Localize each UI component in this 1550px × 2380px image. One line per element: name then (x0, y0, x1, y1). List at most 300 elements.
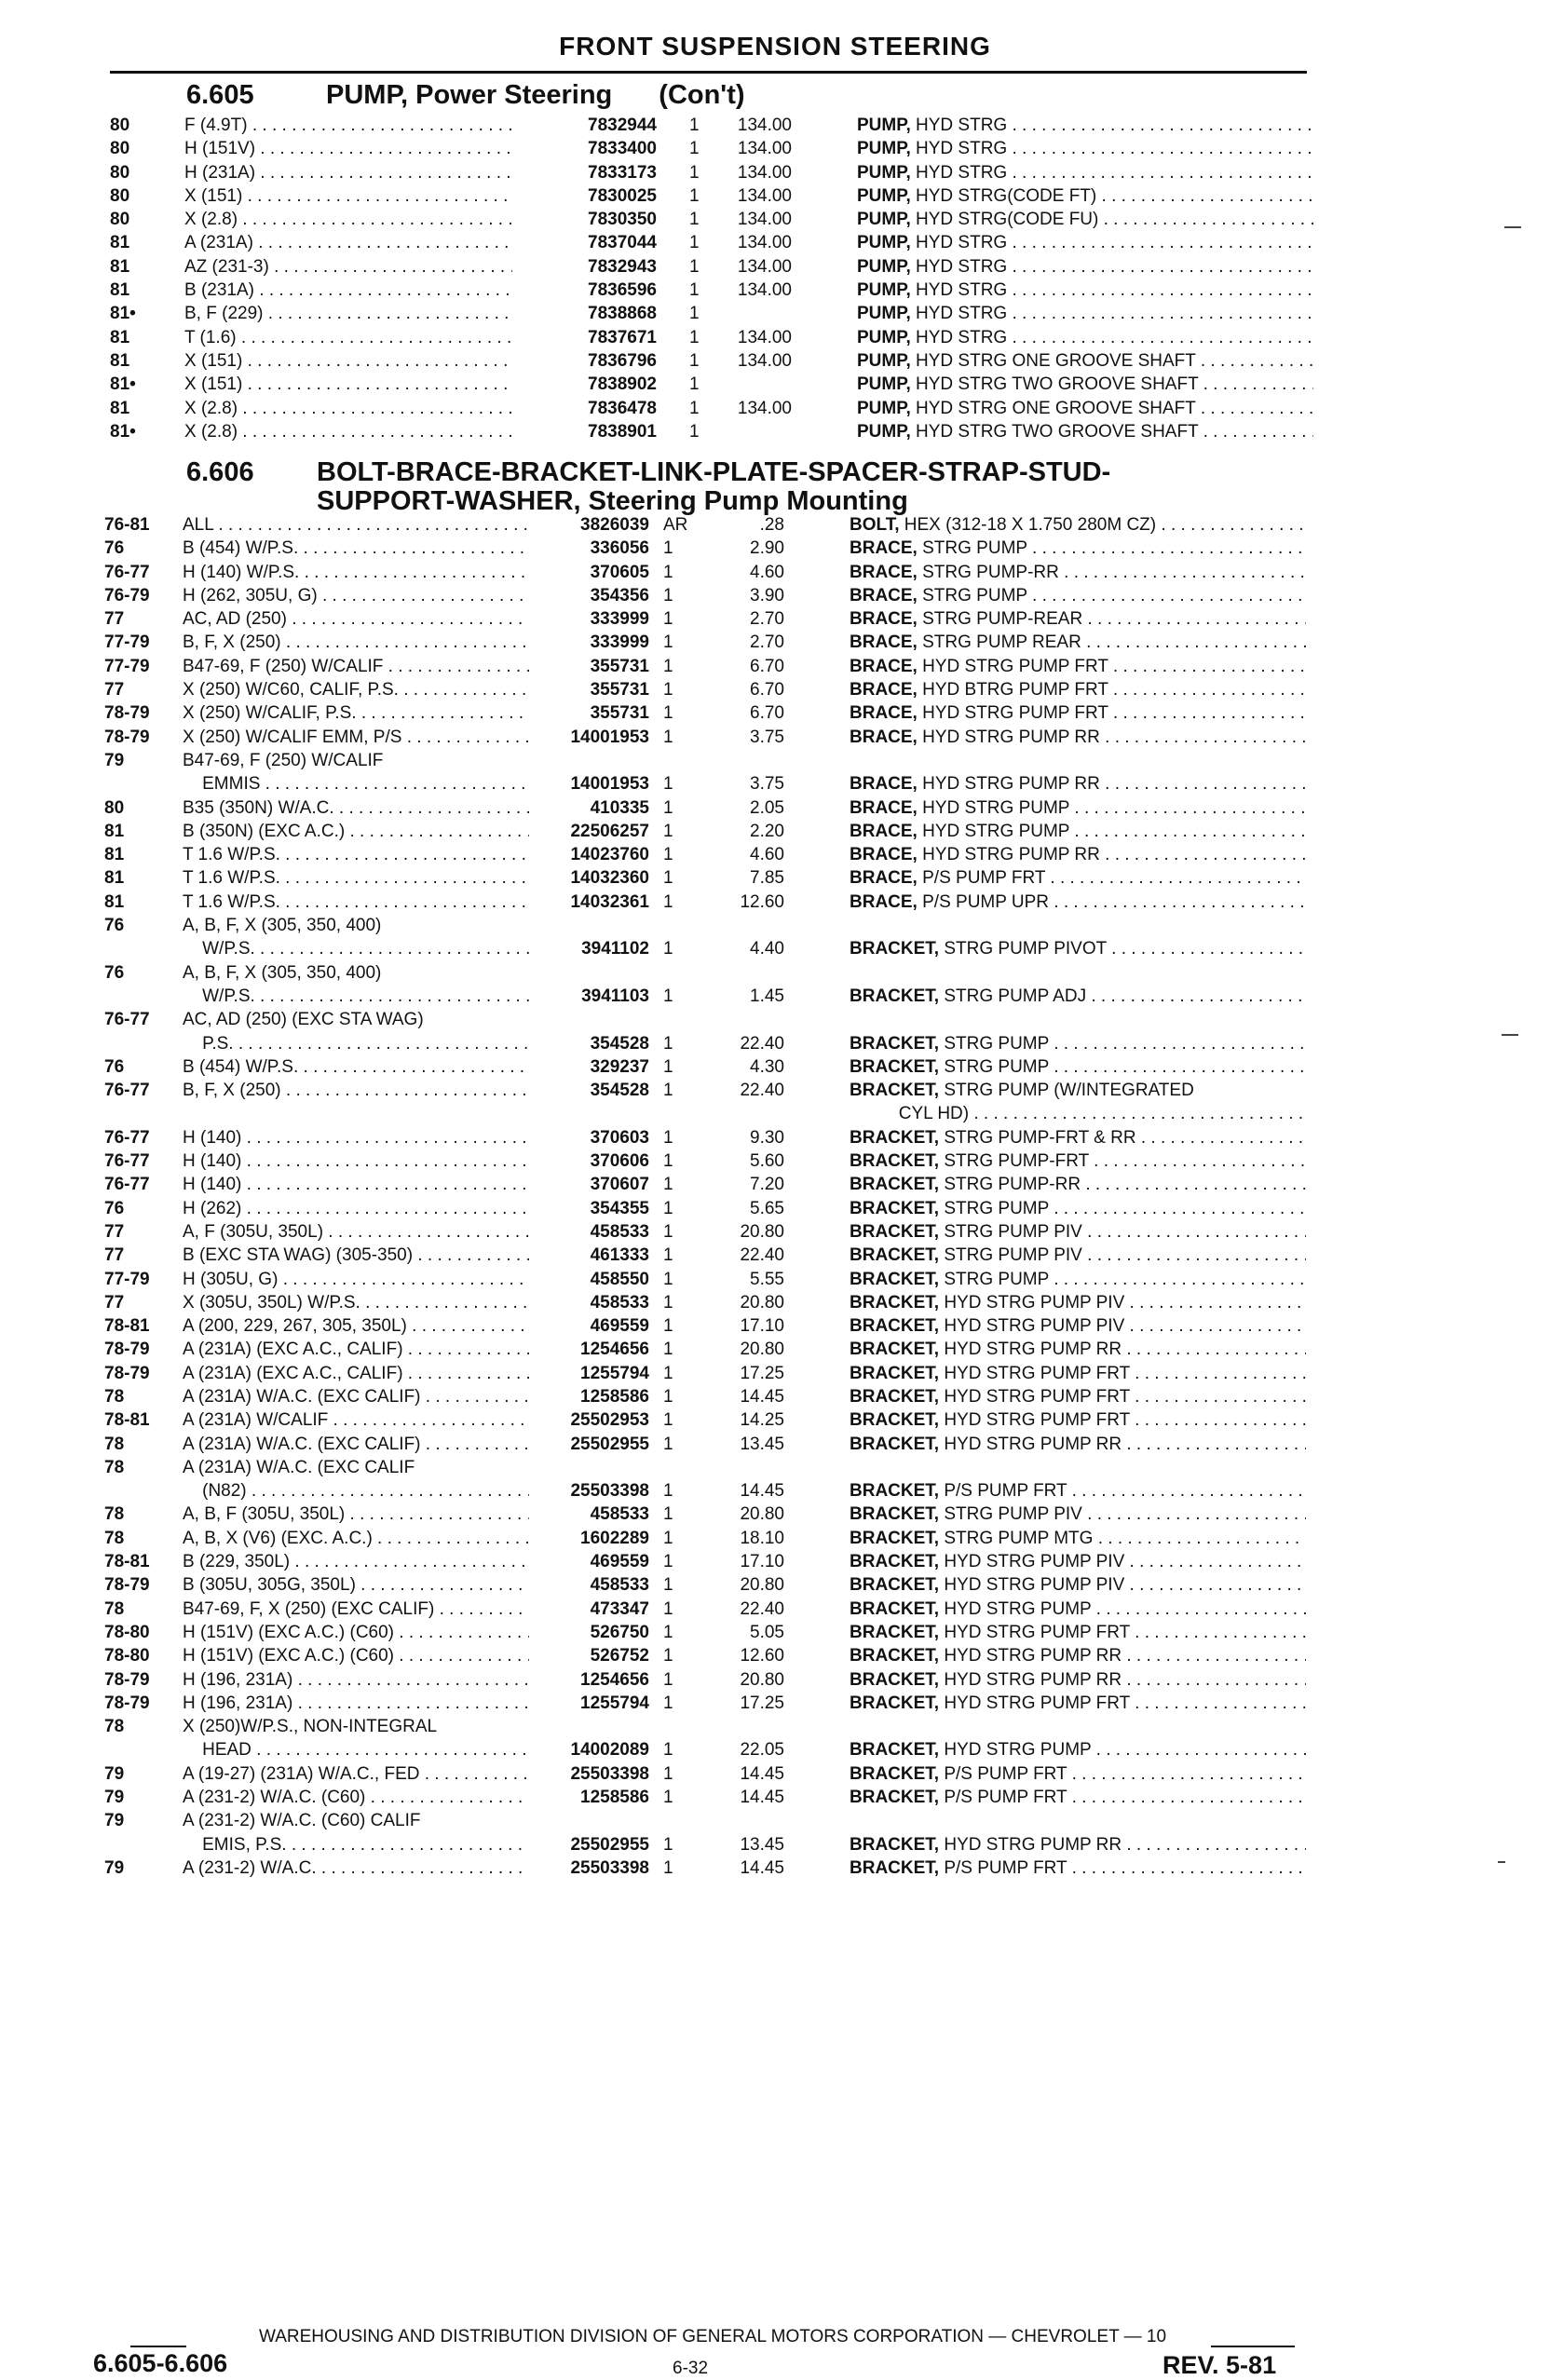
row-item-detail: HYD STRG (916, 256, 1008, 277)
row-model: B, F, X (250) . . . (183, 1081, 529, 1101)
row-year: 78-79 (104, 1669, 150, 1690)
row-year: 77-79 (104, 1269, 150, 1289)
row-year: 78 (104, 1386, 125, 1407)
row-price: 134.00 (737, 280, 792, 301)
row-item-detail: HYD STRG PUMP PIV (944, 1552, 1125, 1572)
section-cont: (Con't) (659, 80, 745, 110)
row-price: 22.40 (740, 1033, 784, 1054)
row-description (850, 1599, 1306, 1620)
row-item-detail: HYD STRG PUMP RR (944, 1834, 1122, 1855)
row-item-name: BRACKET, (850, 1245, 940, 1266)
row-description (850, 1222, 1306, 1243)
row-description (857, 233, 1313, 253)
row-model: A (231-2) W/A.C. . . . (183, 1858, 529, 1879)
row-model: EMMIS . . . (183, 774, 529, 795)
row-quantity: 1 (663, 1198, 673, 1218)
row-description (850, 892, 1306, 913)
row-year: 79 (104, 750, 125, 770)
footer-division: WAREHOUSING AND DISTRIBUTION DIVISION OF GENERAL MOTORS CORPORATION — CHEVROLET — 10 (258, 2327, 1167, 2346)
row-price: 2.70 (750, 609, 784, 630)
row-description (857, 399, 1313, 419)
row-quantity: 1 (663, 1646, 673, 1666)
row-part-number: 333999 (590, 609, 649, 630)
row-price: 20.80 (740, 1292, 784, 1312)
row-year: 77 (104, 680, 125, 700)
row-description (850, 1693, 1306, 1714)
row-item-detail: P/S PUMP FRT (944, 1788, 1067, 1808)
row-model: B (350N) (EXC A.C.) . . . (183, 822, 529, 842)
row-price: 6.70 (750, 656, 784, 676)
row-item-detail: STRG PUMP PIVOT (944, 939, 1107, 959)
row-description (850, 1788, 1306, 1808)
row-item-name: BRACKET, (850, 1221, 940, 1242)
row-part-number: 7836796 (588, 350, 657, 371)
row-part-number: 3941103 (581, 986, 649, 1006)
row-price: 20.80 (740, 1575, 784, 1596)
row-model: X (2.8) . . . (184, 210, 512, 230)
row-item-detail: STRG PUMP (922, 585, 1027, 605)
row-item-name: PUMP, (857, 327, 911, 347)
row-year: 76 (104, 962, 125, 983)
row-description (850, 1529, 1306, 1549)
row-item-name: BRACKET, (850, 1292, 940, 1312)
row-part-number: 354528 (590, 1081, 649, 1101)
row-year: 81 (110, 233, 130, 253)
row-model: AC, AD (250) (EXC STA WAG) (183, 1010, 424, 1030)
row-year: 78 (104, 1504, 125, 1525)
row-item-detail: P/S PUMP FRT (944, 1857, 1067, 1878)
row-description (850, 939, 1306, 959)
row-model: A (231A) W/A.C. (EXC CALIF) . . . (183, 1435, 529, 1455)
row-item-name: BRACKET, (850, 939, 940, 959)
row-item-name: PUMP, (857, 185, 911, 206)
row-quantity: 1 (663, 1033, 673, 1054)
row-item-name: PUMP, (857, 350, 911, 371)
row-year: 76-77 (104, 1175, 150, 1195)
row-part-number: 526750 (590, 1622, 649, 1642)
row-price: 5.05 (750, 1622, 784, 1642)
row-quantity: 1 (663, 538, 673, 559)
row-item-name: BRACKET, (850, 1198, 940, 1218)
row-price: 3.75 (750, 774, 784, 795)
row-part-number: 25503398 (570, 1763, 649, 1784)
footer-page-number: 6-32 (673, 2359, 709, 2378)
row-price: 2.20 (750, 821, 784, 841)
section-name-line1: BOLT-BRACE-BRACKET-LINK-PLATE-SPACER-STRAP-STUD- (317, 457, 1111, 487)
row-part-number: 329237 (590, 1056, 649, 1077)
row-description (850, 1646, 1306, 1666)
row-item-detail: P/S PUMP FRT (944, 1763, 1067, 1784)
row-description (857, 351, 1313, 372)
row-item-name: BRACKET, (850, 1646, 940, 1666)
row-year: 77 (104, 1292, 125, 1312)
row-quantity: 1 (663, 1528, 673, 1548)
row-year: 81 (110, 327, 130, 347)
row-item-name: BRACKET, (850, 1740, 940, 1761)
row-quantity: 1 (689, 116, 700, 135)
row-model: X (305U, 350L) W/P.S. . . . (183, 1293, 529, 1313)
row-item-detail: STRG PUMP-FRT & RR (944, 1127, 1136, 1148)
footer-revision: REV. 5-81 (1162, 2351, 1277, 2379)
row-price: 17.25 (740, 1363, 784, 1383)
row-year: 76-77 (104, 1127, 150, 1148)
row-part-number: 7838868 (588, 304, 657, 324)
row-price: 20.80 (740, 1669, 784, 1690)
row-description (850, 1504, 1306, 1525)
row-model: T 1.6 W/P.S. . . . (183, 845, 529, 865)
row-item-detail: HYD STRG (916, 233, 1008, 253)
row-item-name: BRACE, (850, 703, 918, 724)
row-part-number: 370603 (590, 1127, 649, 1148)
row-price: 6.70 (750, 703, 784, 724)
row-item-detail: CYL HD) (850, 1104, 970, 1124)
row-part-number: 336056 (590, 538, 649, 559)
row-price: 134.00 (737, 327, 792, 347)
section-title-6605 (186, 80, 745, 111)
row-quantity: 1 (689, 350, 700, 371)
row-model: P.S. . . . (183, 1034, 529, 1054)
row-part-number: 7837671 (588, 327, 657, 347)
row-year: 79 (104, 1788, 125, 1808)
row-year: 77 (104, 1245, 125, 1266)
row-item-name: BRACE, (850, 609, 918, 630)
row-description (857, 328, 1313, 348)
row-model: H (151V) (EXC A.C.) (C60) . . . (183, 1623, 529, 1643)
row-item-detail: HYD STRG (916, 327, 1008, 347)
row-model: A (231A) W/A.C. (EXC CALIF) . . . (183, 1387, 529, 1408)
row-item-detail: HYD STRG PUMP RR (922, 845, 1100, 865)
row-part-number: 25502955 (570, 1834, 649, 1855)
row-item-detail: HYD STRG PUMP RR (922, 727, 1100, 747)
row-item-detail: STRG PUMP-REAR (922, 609, 1083, 630)
row-year: 76-77 (104, 562, 150, 582)
row-quantity: 1 (663, 1575, 673, 1596)
row-quantity: 1 (663, 656, 673, 676)
margin-mark (1498, 1861, 1505, 1863)
row-item-detail: HYD STRG TWO GROOVE SHAFT (916, 374, 1199, 395)
row-year: 76-77 (104, 1081, 150, 1101)
row-year: 76-77 (104, 1010, 150, 1030)
row-price: 17.10 (740, 1552, 784, 1572)
row-description (850, 822, 1306, 842)
row-item-detail: STRG PUMP-RR (944, 1175, 1081, 1195)
row-item-name: BRACE, (850, 656, 918, 676)
row-description (850, 1575, 1306, 1596)
row-part-number: 458533 (590, 1292, 649, 1312)
row-item-detail: HYD STRG (916, 280, 1008, 301)
row-year: 78-81 (104, 1552, 150, 1572)
row-item-name: PUMP, (857, 162, 911, 183)
row-year: 80 (110, 162, 130, 183)
row-quantity: 1 (663, 1763, 673, 1784)
row-price: 2.05 (750, 797, 784, 818)
row-item-detail: P/S PUMP FRT (944, 1481, 1067, 1502)
row-item-name: PUMP, (857, 139, 911, 159)
row-item-name: BRACE, (850, 632, 918, 653)
row-description (857, 163, 1313, 184)
row-price: 4.40 (750, 939, 784, 959)
row-price: 134.00 (737, 162, 792, 183)
row-part-number: 333999 (590, 632, 649, 653)
row-model: H (140) . . . (183, 1151, 529, 1172)
row-year: 81 (104, 868, 125, 889)
row-description (850, 657, 1306, 677)
row-year: 77-79 (104, 632, 150, 653)
row-item-detail: HYD STRG (916, 116, 1008, 135)
row-item-detail: HYD STRG PUMP RR (944, 1340, 1122, 1360)
row-part-number: 355731 (590, 680, 649, 700)
row-item-detail: HEX (312-18 X 1.750 280M CZ) (904, 515, 1157, 535)
row-model: B, F, X (250) . . . (183, 632, 529, 653)
margin-mark (1504, 226, 1521, 228)
row-part-number: 7837044 (588, 233, 657, 253)
row-model: AZ (231-3) . . . (184, 257, 512, 278)
section-number: 6.605 (186, 80, 254, 110)
row-quantity: 1 (663, 1056, 673, 1077)
row-price: 134.00 (737, 398, 792, 418)
row-part-number: 1255794 (580, 1363, 649, 1383)
row-price: .28 (759, 515, 784, 535)
row-item-detail: STRG PUMP (944, 1198, 1049, 1218)
row-item-name: BRACKET, (850, 1552, 940, 1572)
row-item-detail: STRG PUMP REAR (922, 632, 1081, 653)
row-price: 5.65 (750, 1198, 784, 1218)
row-quantity: 1 (663, 1363, 673, 1383)
row-part-number: 7836596 (588, 280, 657, 301)
row-item-detail: HYD STRG PUMP FRT (944, 1622, 1130, 1642)
row-quantity: 1 (663, 797, 673, 818)
row-item-detail: STRG PUMP (W/INTEGRATED (944, 1081, 1194, 1101)
row-description (850, 1764, 1306, 1785)
row-item-detail: HYD STRG ONE GROOVE SHAFT (916, 398, 1196, 418)
row-part-number: 1254656 (580, 1669, 649, 1690)
row-item-name: BRACKET, (850, 1056, 940, 1077)
row-item-name: BRACKET, (850, 1575, 940, 1596)
row-item-name: BRACKET, (850, 1363, 940, 1383)
row-year: 76-77 (104, 1151, 150, 1172)
row-part-number: 473347 (590, 1598, 649, 1619)
row-description (850, 1293, 1306, 1313)
row-item-name: BRACKET, (850, 1127, 940, 1148)
row-quantity: 1 (663, 1316, 673, 1337)
row-year: 78-79 (104, 1575, 150, 1596)
row-year: 78-79 (104, 703, 150, 724)
row-item-detail: HYD STRG PUMP (944, 1598, 1092, 1619)
row-description (850, 680, 1306, 700)
row-year: 76 (104, 1056, 125, 1077)
row-description (850, 1151, 1306, 1172)
row-year: 81 (104, 891, 125, 912)
row-year: 76-79 (104, 585, 150, 605)
row-part-number: 461333 (590, 1245, 649, 1266)
row-item-detail: HYD STRG PUMP FRT (944, 1693, 1130, 1713)
row-part-number: 526752 (590, 1646, 649, 1666)
row-item-detail: HYD BTRG PUMP FRT (922, 680, 1108, 700)
row-item-name: BRACKET, (850, 1410, 940, 1431)
row-year: 81 (110, 398, 130, 418)
row-quantity: 1 (689, 280, 700, 301)
row-part-number: 469559 (590, 1316, 649, 1337)
row-year: 77-79 (104, 656, 150, 676)
row-model: H (262, 305U, G) . . . (183, 586, 529, 606)
row-quantity: 1 (663, 1857, 673, 1878)
row-price: 6.70 (750, 680, 784, 700)
row-year: 76 (104, 538, 125, 559)
row-price: 22.05 (740, 1740, 784, 1761)
row-item-detail: HYD STRG PUMP PIV (944, 1292, 1125, 1312)
row-quantity: 1 (663, 845, 673, 865)
row-description (850, 1387, 1306, 1408)
row-price: 9.30 (750, 1127, 784, 1148)
row-model: H (262) . . . (183, 1199, 529, 1219)
row-part-number: 3941102 (581, 939, 649, 959)
row-item-name: BRACKET, (850, 1669, 940, 1690)
row-part-number: 7833400 (588, 139, 657, 159)
row-model: A, F (305U, 350L) . . . (183, 1222, 529, 1243)
row-part-number: 14023760 (570, 845, 649, 865)
row-price: 14.25 (740, 1410, 784, 1431)
row-model: H (196, 231A) . . . (183, 1670, 529, 1691)
row-description (850, 845, 1306, 865)
footer-rule-right (1211, 2346, 1295, 2347)
row-description (850, 798, 1306, 819)
row-part-number: 370605 (590, 562, 649, 582)
row-item-detail: HYD STRG (916, 139, 1008, 159)
row-description (857, 257, 1313, 278)
row-description (850, 515, 1306, 536)
row-quantity: 1 (663, 1622, 673, 1642)
row-year: 79 (104, 1811, 125, 1831)
row-item-detail: STRG PUMP (944, 1269, 1049, 1289)
row-quantity: 1 (663, 939, 673, 959)
row-item-detail: STRG PUMP MTG (944, 1528, 1094, 1548)
row-model: X (250) W/C60, CALIF, P.S. . . . (183, 680, 529, 700)
row-description (850, 609, 1306, 630)
row-year: 78 (104, 1528, 125, 1548)
row-description (850, 1623, 1306, 1643)
row-price: 1.45 (750, 986, 784, 1006)
row-quantity: 1 (663, 868, 673, 889)
row-item-name: PUMP, (857, 398, 911, 418)
row-model: H (151V) . . . (184, 139, 512, 159)
row-quantity: 1 (689, 256, 700, 277)
row-model: EMIS, P.S. . . . (183, 1835, 529, 1856)
row-description (850, 1270, 1306, 1290)
row-item-name: BRACE, (850, 538, 918, 559)
section-name-line2: SUPPORT-WASHER, Steering Pump Mounting (317, 486, 908, 516)
row-model: B (EXC STA WAG) (305-350) . . . (183, 1245, 529, 1266)
row-part-number: 7838901 (588, 421, 657, 442)
row-year: 78-79 (104, 1363, 150, 1383)
row-model: A (231-2) W/A.C. (C60) . . . (183, 1788, 529, 1808)
row-model: A (231A) . . . (184, 233, 512, 253)
row-description (850, 1858, 1306, 1879)
row-item-name: BRACE, (850, 821, 918, 841)
row-year: 78-79 (104, 1340, 150, 1360)
row-item-name: BRACE, (850, 774, 918, 795)
row-price: 20.80 (740, 1221, 784, 1242)
row-model: A, B, F, X (305, 350, 400) (183, 916, 382, 936)
row-price: 7.20 (750, 1175, 784, 1195)
row-item-detail: HYD STRG TWO GROOVE SHAFT (916, 421, 1199, 442)
row-item-name: BRACKET, (850, 1175, 940, 1195)
row-model: B (454) W/P.S. . . . (183, 538, 529, 559)
row-item-detail: P/S PUMP UPR (922, 891, 1049, 912)
row-description (850, 1740, 1306, 1761)
row-price: 12.60 (740, 1646, 784, 1666)
row-year: 78-80 (104, 1646, 150, 1666)
row-part-number: 25503398 (570, 1857, 649, 1878)
row-price: 17.10 (740, 1316, 784, 1337)
row-description (850, 538, 1306, 559)
row-item-name: BRACKET, (850, 1316, 940, 1337)
row-model: H (231A) . . . (184, 163, 512, 184)
row-item-name: BRACE, (850, 797, 918, 818)
row-model: H (151V) (EXC A.C.) (C60) . . . (183, 1646, 529, 1666)
row-item-name: BRACKET, (850, 1269, 940, 1289)
row-price: 20.80 (740, 1340, 784, 1360)
row-item-name: BRACE, (850, 727, 918, 747)
row-model: X (2.8) . . . (184, 399, 512, 419)
row-description (857, 304, 1313, 324)
row-quantity: 1 (663, 1081, 673, 1101)
row-item-detail: HYD STRG PUMP PIV (944, 1575, 1125, 1596)
row-model: A (231A) W/A.C. (EXC CALIF (183, 1457, 415, 1477)
row-year: 78 (104, 1598, 125, 1619)
row-price: 134.00 (737, 350, 792, 371)
row-year: 78 (104, 1457, 125, 1477)
row-price: 22.40 (740, 1245, 784, 1266)
row-model: T (1.6) . . . (184, 328, 512, 348)
row-model: HEAD . . . (183, 1740, 529, 1761)
row-model: X (151) . . . (184, 186, 512, 207)
row-year: 81• (110, 304, 136, 324)
row-description (850, 1481, 1306, 1502)
row-part-number: 14032361 (570, 891, 649, 912)
row-quantity: 1 (663, 774, 673, 795)
row-quantity: 1 (689, 139, 700, 159)
row-quantity: 1 (689, 162, 700, 183)
row-description (850, 1081, 1306, 1101)
row-price: 22.40 (740, 1598, 784, 1619)
row-model: A (231A) W/CALIF . . . (183, 1410, 529, 1431)
row-quantity: 1 (663, 703, 673, 724)
row-description (857, 422, 1313, 442)
row-part-number: 14001953 (570, 774, 649, 795)
row-price: 2.70 (750, 632, 784, 653)
row-quantity: 1 (663, 1834, 673, 1855)
row-model: X (250) W/CALIF EMM, P/S . . . (183, 728, 529, 748)
row-item-detail: HYD STRG PUMP FRT (944, 1363, 1130, 1383)
row-part-number: 7830350 (588, 210, 657, 230)
row-quantity: 1 (689, 374, 700, 395)
row-year: 81• (110, 421, 136, 442)
row-model: B (231A) . . . (184, 280, 512, 301)
row-item-name: BRACKET, (850, 1622, 940, 1642)
row-model: A, B, F (305U, 350L) . . . (183, 1504, 529, 1525)
row-model: X (151) . . . (184, 374, 512, 395)
row-model: X (151) . . . (184, 351, 512, 372)
row-quantity: 1 (663, 1175, 673, 1195)
row-description (850, 1034, 1306, 1054)
row-part-number: 22506257 (570, 821, 649, 841)
row-quantity: 1 (663, 727, 673, 747)
row-description (850, 1104, 1306, 1124)
row-year: 81 (110, 256, 130, 277)
row-item-name: PUMP, (857, 421, 911, 442)
row-price: 14.45 (740, 1857, 784, 1878)
row-quantity: 1 (689, 210, 700, 230)
